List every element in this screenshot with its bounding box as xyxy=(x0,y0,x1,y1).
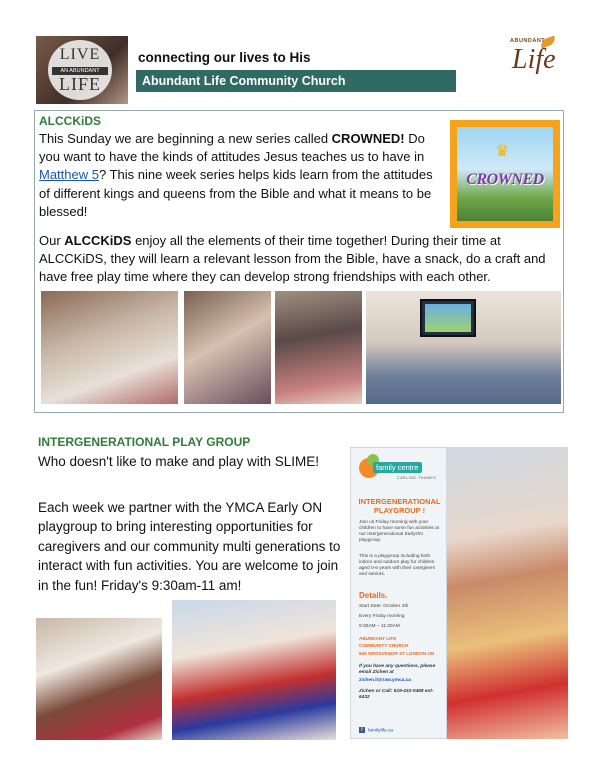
logo-middle-text: AN ABUNDANT xyxy=(52,67,108,75)
flyer-address: 640 GROSVENOR ST LONDON ON xyxy=(359,651,435,656)
tagline: connecting our lives to His xyxy=(138,50,311,65)
crowned-series-image xyxy=(450,120,560,228)
flyer-footer-text: familylife.ca xyxy=(368,728,394,734)
abundant-life-logo xyxy=(510,38,568,82)
church-logo xyxy=(36,36,128,104)
logo-circle xyxy=(48,40,112,100)
kids-play-room-photo xyxy=(366,291,561,404)
p2-text-a: Our xyxy=(39,233,65,248)
p1-text-a: This Sunday we are beginning a new series called xyxy=(39,131,332,146)
slime-table-photo xyxy=(36,618,162,740)
p1-bold: CROWNED! xyxy=(331,131,405,146)
flyer-org-1: ABUNDANT LIFE xyxy=(359,636,397,641)
tv-icon xyxy=(420,299,476,337)
logo-right-small: ABUNDANT xyxy=(510,38,546,44)
logo-life-text: LIFE xyxy=(59,74,101,94)
playgroup-title: INTERGENERATIONAL PLAY GROUP xyxy=(38,435,251,449)
flyer-intro: Join us Friday morning with your children to have some fun activities at our Intergenerational EarlyON playgroup. xyxy=(359,520,439,543)
playgroup-flyer xyxy=(350,447,447,739)
flyer-time: 9:30AM – 11:30AM xyxy=(359,624,400,629)
p2-text-b: enjoy all the elements of their time together! During their time at ALCCKiDS, they will learn a relevant lesson from the Bible, have a snack, do a craft and have free play time where they can develop strong friendships with each other. xyxy=(39,233,546,285)
matthew-5-link[interactable]: Matthew 5 xyxy=(39,167,99,183)
alcckids-paragraph-2 xyxy=(39,232,565,287)
flyer-start-date: Start Date: October 4th xyxy=(359,604,409,609)
family-centre-sub: CARLING-THAMES xyxy=(397,476,437,480)
flyer-frequency: Every Friday morning xyxy=(359,614,405,619)
logo-live-text: LIVE xyxy=(59,46,101,63)
facebook-icon: f xyxy=(359,727,365,733)
flyer-org-2: COMMUNITY CHURCH xyxy=(359,643,409,648)
kids-reading-photo xyxy=(184,291,271,404)
church-name-banner: Abundant Life Community Church xyxy=(136,70,456,92)
slime-bowl-photo xyxy=(172,600,336,740)
alcckids-title: ALCCKiDS xyxy=(39,114,101,128)
kids-craft-photo xyxy=(41,291,178,404)
flyer-title: INTERGENERATIONAL PLAYGROUP ! xyxy=(358,497,441,515)
flyer-call: Zichen or Call: 519-432-0488 ext-6432 xyxy=(359,689,434,700)
p1-text-b: Do you want to have the kinds of attitudes Jesus teaches us to have in xyxy=(39,131,425,165)
alcckids-paragraph-1 xyxy=(39,130,444,221)
kids-snack-photo xyxy=(275,291,362,404)
flyer-footer xyxy=(359,727,393,733)
flyer-description: This is a playgroup including both indoor and outdoor play for children aged 0-6 years with their caregivers and seniors. xyxy=(359,554,435,577)
playgroup-paragraph-1: Who doesn't like to make and play with SLIME! xyxy=(38,454,319,469)
p2-bold: ALCCKiDS xyxy=(64,233,132,248)
family-centre-text: family centre xyxy=(373,462,422,473)
flyer-details-label: Details. xyxy=(359,591,388,600)
playgroup-paragraph-2: Each week we partner with the YMCA Early ON playgroup to bring interesting opportunities for caregivers and our community multi generations to interact with fun activities. You are welcome to join in the fun! Friday's 9:30am-11 am! xyxy=(38,500,341,593)
flyer-email[interactable]: zichen.li@raw.ymca.ca xyxy=(359,678,411,683)
logo-right-big: Life xyxy=(512,44,556,75)
crowned-image-text: CROWNED xyxy=(466,171,544,188)
grandmother-child-photo xyxy=(447,447,568,739)
family-centre-logo xyxy=(359,456,439,482)
flyer-question: If you have any questions, please email Zichen at xyxy=(359,664,436,675)
crown-icon: ♛ xyxy=(495,143,510,160)
p1-text-c: ? This nine week series helps kids learn from the attitudes of different kings and queens from the Bible and what it means to be blessed! xyxy=(39,167,433,219)
